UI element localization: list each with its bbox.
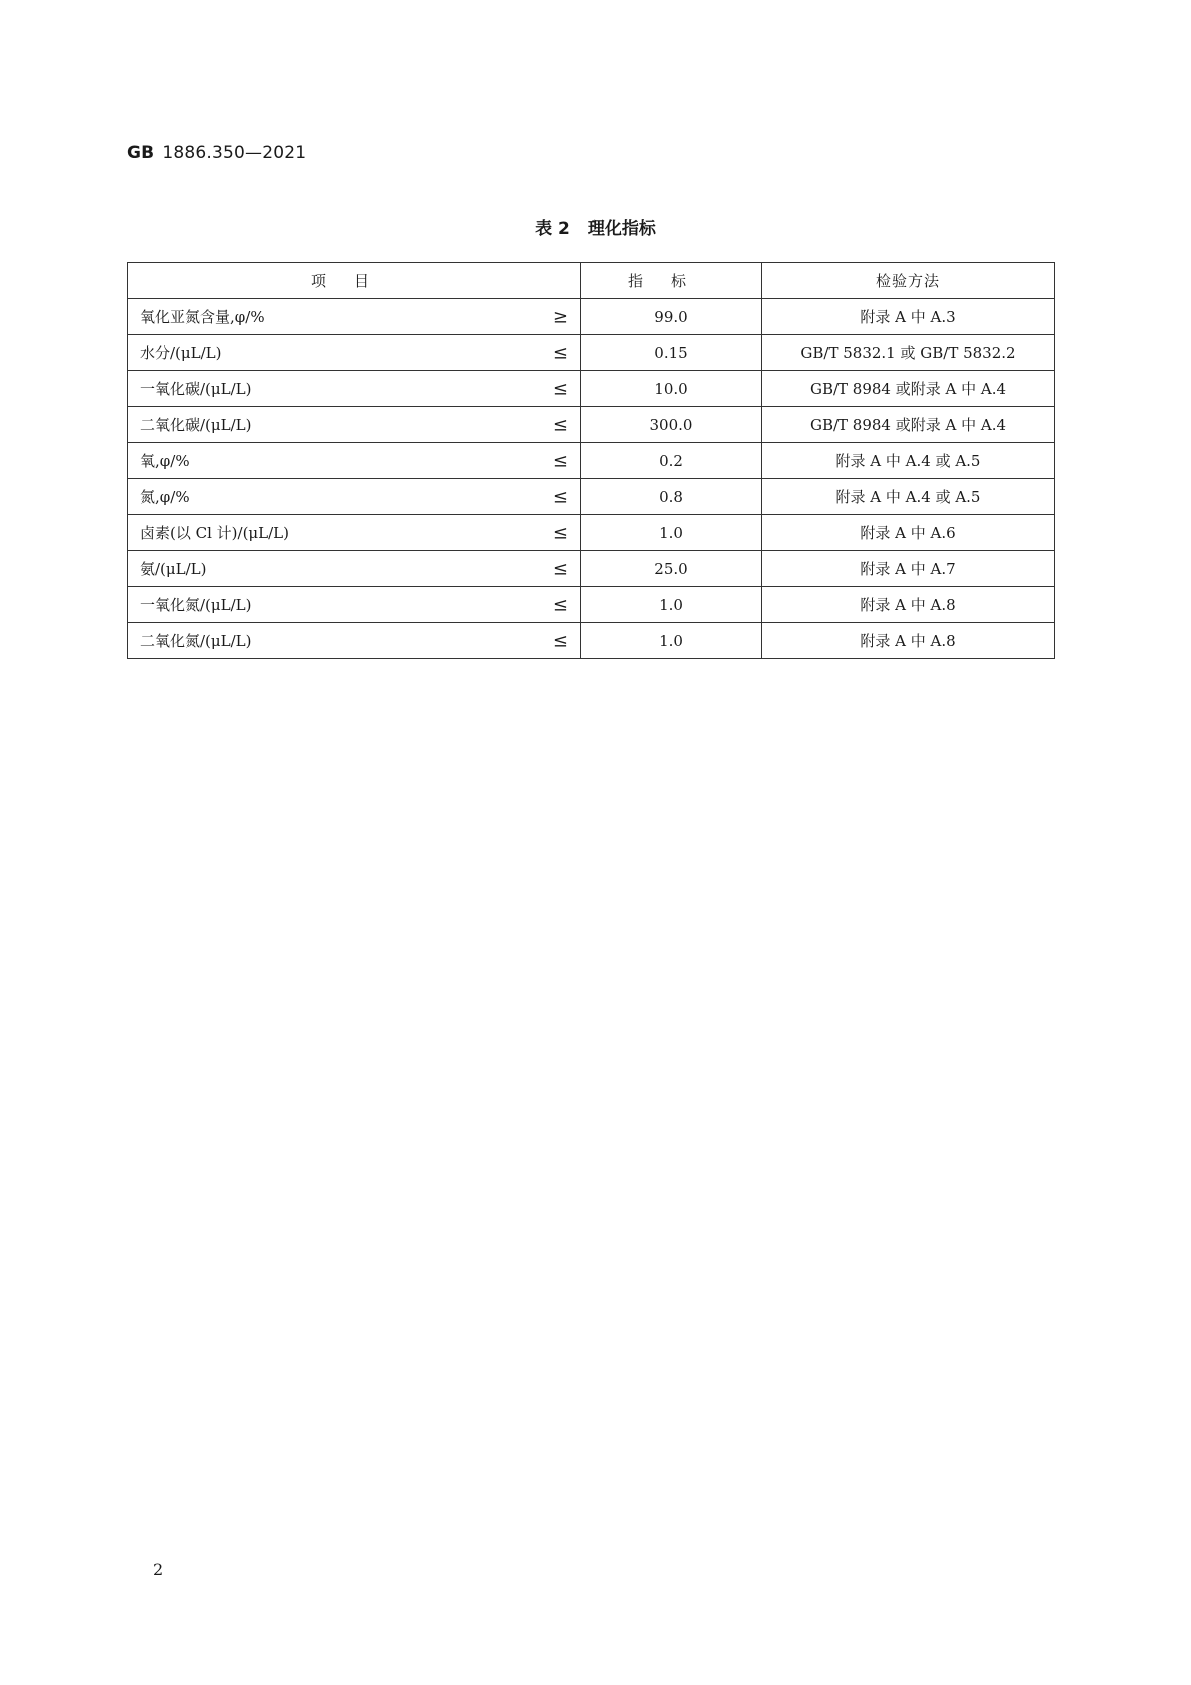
- method-cell: 附录 A 中 A.3: [762, 299, 1055, 335]
- column-header-value-label: 指标: [627, 272, 714, 290]
- value-cell: 0.2: [581, 443, 762, 479]
- comparator-symbol: ≤: [552, 630, 568, 651]
- table-row: [128, 551, 1055, 587]
- table-label: 表 2: [535, 219, 570, 239]
- table-row: [128, 479, 1055, 515]
- standard-prefix: GB: [127, 143, 155, 163]
- item-cell: [128, 515, 581, 551]
- item-label: 一氧化碳/(μL/L): [140, 380, 252, 398]
- item-cell: [128, 551, 581, 587]
- item-cell: [128, 587, 581, 623]
- comparator-symbol: ≤: [552, 558, 568, 579]
- method-cell: 附录 A 中 A.4 或 A.5: [762, 443, 1055, 479]
- table-row: [128, 335, 1055, 371]
- column-header-method: [762, 263, 1055, 299]
- value-cell: 25.0: [581, 551, 762, 587]
- page-number: 2: [153, 1560, 164, 1579]
- column-header-item: [128, 263, 581, 299]
- value-cell: 99.0: [581, 299, 762, 335]
- item-cell: [128, 623, 581, 659]
- method-cell: 附录 A 中 A.8: [762, 623, 1055, 659]
- method-cell: GB/T 5832.1 或 GB/T 5832.2: [762, 335, 1055, 371]
- item-label: 氧化亚氮含量,φ/%: [140, 308, 265, 326]
- item-cell: [128, 299, 581, 335]
- column-header-method-label: 检验方法: [875, 272, 940, 290]
- physicochemical-spec-table: [127, 262, 1055, 659]
- table-name: 理化指标: [587, 219, 656, 239]
- table-row: [128, 515, 1055, 551]
- item-label: 二氧化氮/(μL/L): [140, 632, 252, 650]
- column-header-value: [581, 263, 762, 299]
- comparator-symbol: ≤: [552, 342, 568, 363]
- table-row: [128, 407, 1055, 443]
- comparator-symbol: ≤: [552, 594, 568, 615]
- comparator-symbol: ≤: [552, 378, 568, 399]
- comparator-symbol: ≥: [552, 306, 568, 327]
- item-label: 氧,φ/%: [140, 452, 190, 470]
- value-cell: 1.0: [581, 515, 762, 551]
- item-cell: [128, 335, 581, 371]
- table-row: [128, 623, 1055, 659]
- value-cell: 300.0: [581, 407, 762, 443]
- value-cell: 1.0: [581, 587, 762, 623]
- comparator-symbol: ≤: [552, 522, 568, 543]
- value-cell: 1.0: [581, 623, 762, 659]
- table-row: [128, 443, 1055, 479]
- value-cell: 10.0: [581, 371, 762, 407]
- table-row: [128, 371, 1055, 407]
- method-cell: 附录 A 中 A.6: [762, 515, 1055, 551]
- item-cell: [128, 407, 581, 443]
- item-cell: [128, 479, 581, 515]
- item-label: 二氧化碳/(μL/L): [140, 416, 252, 434]
- item-label: 水分/(μL/L): [140, 344, 222, 362]
- column-header-item-label: 项目: [310, 272, 397, 290]
- method-cell: 附录 A 中 A.4 或 A.5: [762, 479, 1055, 515]
- method-cell: GB/T 8984 或附录 A 中 A.4: [762, 371, 1055, 407]
- table-row: [128, 299, 1055, 335]
- item-label: 卤素(以 Cl 计)/(μL/L): [140, 524, 289, 542]
- method-cell: 附录 A 中 A.8: [762, 587, 1055, 623]
- comparator-symbol: ≤: [552, 414, 568, 435]
- document-header: [127, 143, 306, 163]
- table-header-row: [128, 263, 1055, 299]
- table-row: [128, 587, 1055, 623]
- item-cell: [128, 443, 581, 479]
- table-title: [0, 214, 1191, 239]
- method-cell: GB/T 8984 或附录 A 中 A.4: [762, 407, 1055, 443]
- method-cell: 附录 A 中 A.7: [762, 551, 1055, 587]
- item-label: 一氧化氮/(μL/L): [140, 596, 252, 614]
- comparator-symbol: ≤: [552, 486, 568, 507]
- item-cell: [128, 371, 581, 407]
- standard-number: 1886.350—2021: [162, 143, 307, 163]
- value-cell: 0.15: [581, 335, 762, 371]
- item-label: 氮,φ/%: [140, 488, 190, 506]
- comparator-symbol: ≤: [552, 450, 568, 471]
- item-label: 氨/(μL/L): [140, 560, 207, 578]
- value-cell: 0.8: [581, 479, 762, 515]
